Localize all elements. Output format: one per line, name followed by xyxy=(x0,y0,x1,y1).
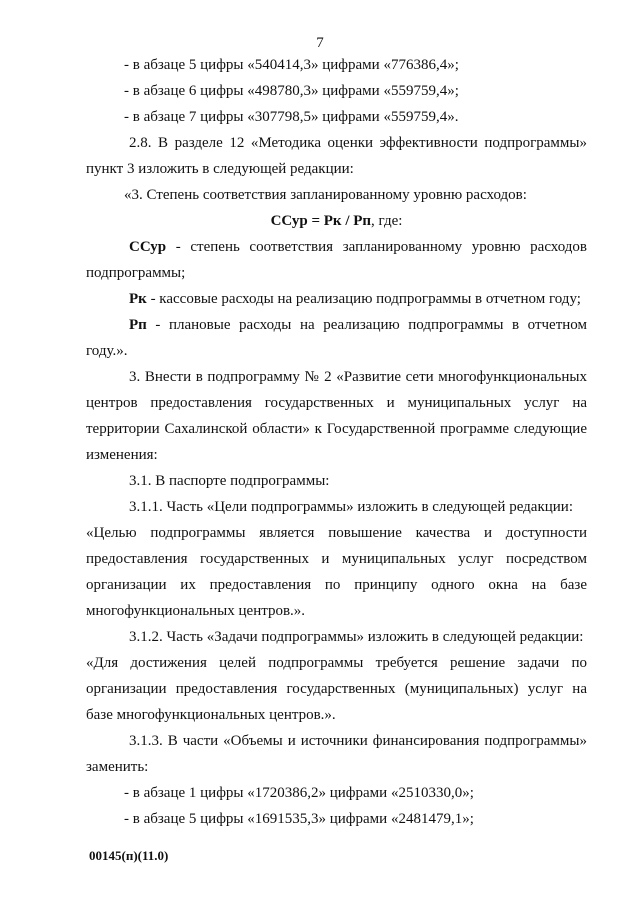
paragraph: 3.1. В паспорте подпрограммы: xyxy=(129,473,330,489)
paragraph: - в абзаце 1 цифры «1720386,2» цифрами «2510330,0»; xyxy=(124,785,474,801)
paragraph: 3. Внести в подпрограмму № 2 «Развитие сети многофункциональных центров предоставления государственных и муниципальных услуг на территории Сахалинской области» к Государственной программе следующие изменения: xyxy=(86,369,587,463)
definition xyxy=(86,286,587,312)
paragraph: 3.1.3. В части «Объемы и источники финансирования подпрограммы» заменить: xyxy=(86,733,587,775)
definition-text: - плановые расходы на реализацию подпрограммы в отчетном году.». xyxy=(86,317,587,359)
definition-text: - кассовые расходы на реализацию подпрограммы в отчетном году; xyxy=(146,291,581,307)
document-code: 00145(п)(11.0) xyxy=(89,848,169,863)
definition-term: Рк xyxy=(129,291,147,307)
paragraph: - в абзаце 6 цифры «498780,3» цифрами «559759,4»; xyxy=(124,83,459,99)
document-body xyxy=(86,52,587,832)
paragraph: - в абзаце 5 цифры «540414,3» цифрами «776386,4»; xyxy=(124,57,459,73)
definition xyxy=(86,312,587,364)
definition-term: ССур xyxy=(129,239,167,255)
definition xyxy=(86,234,587,286)
paragraph: 3.1.1. Часть «Цели подпрограммы» изложить в следующей редакции: xyxy=(129,499,573,515)
definition-term: Рп xyxy=(129,317,147,333)
formula-suffix: , где: xyxy=(371,213,403,229)
formula-line xyxy=(86,208,587,234)
paragraph: - в абзаце 7 цифры «307798,5» цифрами «559759,4». xyxy=(124,109,459,125)
paragraph: «Целью подпрограммы является повышение качества и доступности предоставления государственных и муниципальных услуг посредством организации их предоставления по принципу одного окна на базе многофункциональных центров.». xyxy=(86,525,587,619)
paragraph: «3. Степень соответствия запланированному уровню расходов: xyxy=(124,187,527,203)
page-number: 7 xyxy=(316,35,324,51)
paragraph: 2.8. В разделе 12 «Методика оценки эффективности подпрограммы» пункт 3 изложить в следующей редакции: xyxy=(86,135,587,177)
paragraph: - в абзаце 5 цифры «1691535,3» цифрами «2481479,1»; xyxy=(124,811,474,827)
formula-expression: ССур = Рк / Рп xyxy=(270,213,372,229)
paragraph: «Для достижения целей подпрограммы требуется решение задачи по организации предоставления государственных (муниципальных) услуг на базе многофункциональных центров.». xyxy=(86,655,587,723)
definition-text: - степень соответствия запланированному уровню расходов подпрограммы; xyxy=(86,239,587,281)
paragraph: 3.1.2. Часть «Задачи подпрограммы» изложить в следующей редакции: xyxy=(129,629,584,645)
